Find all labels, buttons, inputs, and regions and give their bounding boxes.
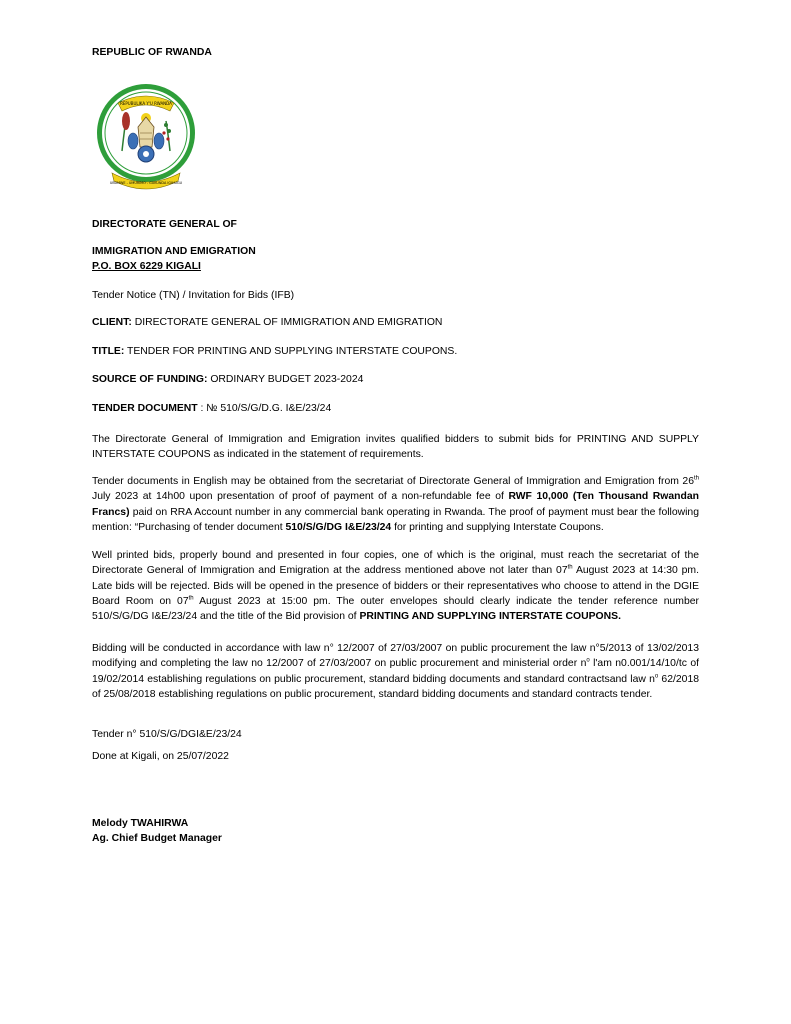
title-line xyxy=(92,346,457,357)
funding-label: SOURCE OF FUNDING: xyxy=(92,374,208,385)
funding-value: ORDINARY BUDGET 2023-2024 xyxy=(207,374,364,385)
tender-document-value: : № 510/S/G/D.G. I&E/23/24 xyxy=(197,403,332,414)
title-value: TENDER FOR PRINTING AND SUPPLYING INTERSTATE COUPONS. xyxy=(124,346,458,357)
paragraph-bid-submission: Well printed bids, properly bound and presented in four copies, one of which is the original, must reach the secretariat of the Directorate General of Immigration and Emigration at the address mentioned above not later than 07th August 2023 at 14:30 pm. Late bids will be rejected. Bids will be opened in the presence of bidders or their representatives who choose to attend in the DGIE Board Room on 07th August 2023 at 15:00 pm. The outer envelopes should clearly indicate the tender reference number 510/S/G/DG I&E/23/24 and the title of the Bid provision of PRINTING AND SUPPLYING INTERSTATE COUPONS. xyxy=(92,550,699,623)
client-label: CLIENT: xyxy=(92,317,132,328)
emblem-motto-text: UBUMWE - UMURIMO - GUKUNDA IGIHUGU xyxy=(109,181,183,185)
org-address: P.O. BOX 6229 KIGALI xyxy=(92,261,201,272)
notice-type: Tender Notice (TN) / Invitation for Bids (IFB) xyxy=(92,290,295,301)
paragraph-tender-documents: Tender documents in English may be obtained from the secretariat of Directorate General of Immigration and Emigration from 26th July 2023 at 14h00 upon presentation of proof of payment of a non-refundable fee of RWF 10,000 (Ten Thousand Rwandan Francs) paid on RRA Account number in any commercial bank operating in Rwanda. The proof of payment must bear the following mention: “Purchasing of tender document 510/S/G/DG I&E/23/24 for printing and supplying Interstate Coupons. xyxy=(92,475,699,533)
done-at-date: Done at Kigali, on 25/07/2022 xyxy=(92,751,229,762)
tender-fee: RWF 10,000 (Ten Thousand Rwandan Francs) xyxy=(92,491,699,518)
tender-document-line xyxy=(92,403,331,414)
funding-line xyxy=(92,374,363,385)
tender-number: Tender n° 510/S/G/DGI&E/23/24 xyxy=(92,729,242,740)
country-heading: REPUBLIC OF RWANDA xyxy=(92,47,212,58)
org-name-line2: IMMIGRATION AND EMIGRATION xyxy=(92,246,256,257)
rwanda-coat-of-arms-emblem xyxy=(92,81,200,195)
signatory-title: Ag. Chief Budget Manager xyxy=(92,833,222,844)
paragraph-legal-basis: Bidding will be conducted in accordance with law n° 12/2007 of 27/03/2007 on public procurement the law n°5/2013 of 13/02/2013 modifying and completing the law no 12/2007 of 27/03/2007 on public procurement and ministerial order $n^o$ l'am n0.001/14/10/tc of 19/02/2014 establishing regulations on public procurement, standard bidding documents and standard contractsand law $n^o$ 62/2018 of 25/08/2018 establishing regulations on public procurement, standard bidding documents and standard contracts tender. xyxy=(92,643,699,700)
client-value: DIRECTORATE GENERAL OF IMMIGRATION AND EMIGRATION xyxy=(131,317,443,328)
signatory-name: Melody TWAHIRWA xyxy=(92,818,189,829)
emblem-ribbon-text: REPUBULIKA Y'U RWANDA xyxy=(120,101,172,106)
tender-document-label: TENDER DOCUMENT xyxy=(92,403,198,414)
title-label: TITLE: xyxy=(92,346,125,357)
org-name-line1: DIRECTORATE GENERAL OF xyxy=(92,219,237,230)
client-line xyxy=(92,317,442,328)
tender-reference: 510/S/G/DG I&E/23/24 xyxy=(285,521,392,533)
paragraph-invitation: The Directorate General of Immigration and Emigration invites qualified bidders to submit bids for PRINTING AND SUPPLY INTERSTATE COUPONS as indicated in the statement of requirements. xyxy=(92,434,699,461)
bid-provision-title: PRINTING AND SUPPLYING INTERSTATE COUPONS. xyxy=(359,611,621,623)
